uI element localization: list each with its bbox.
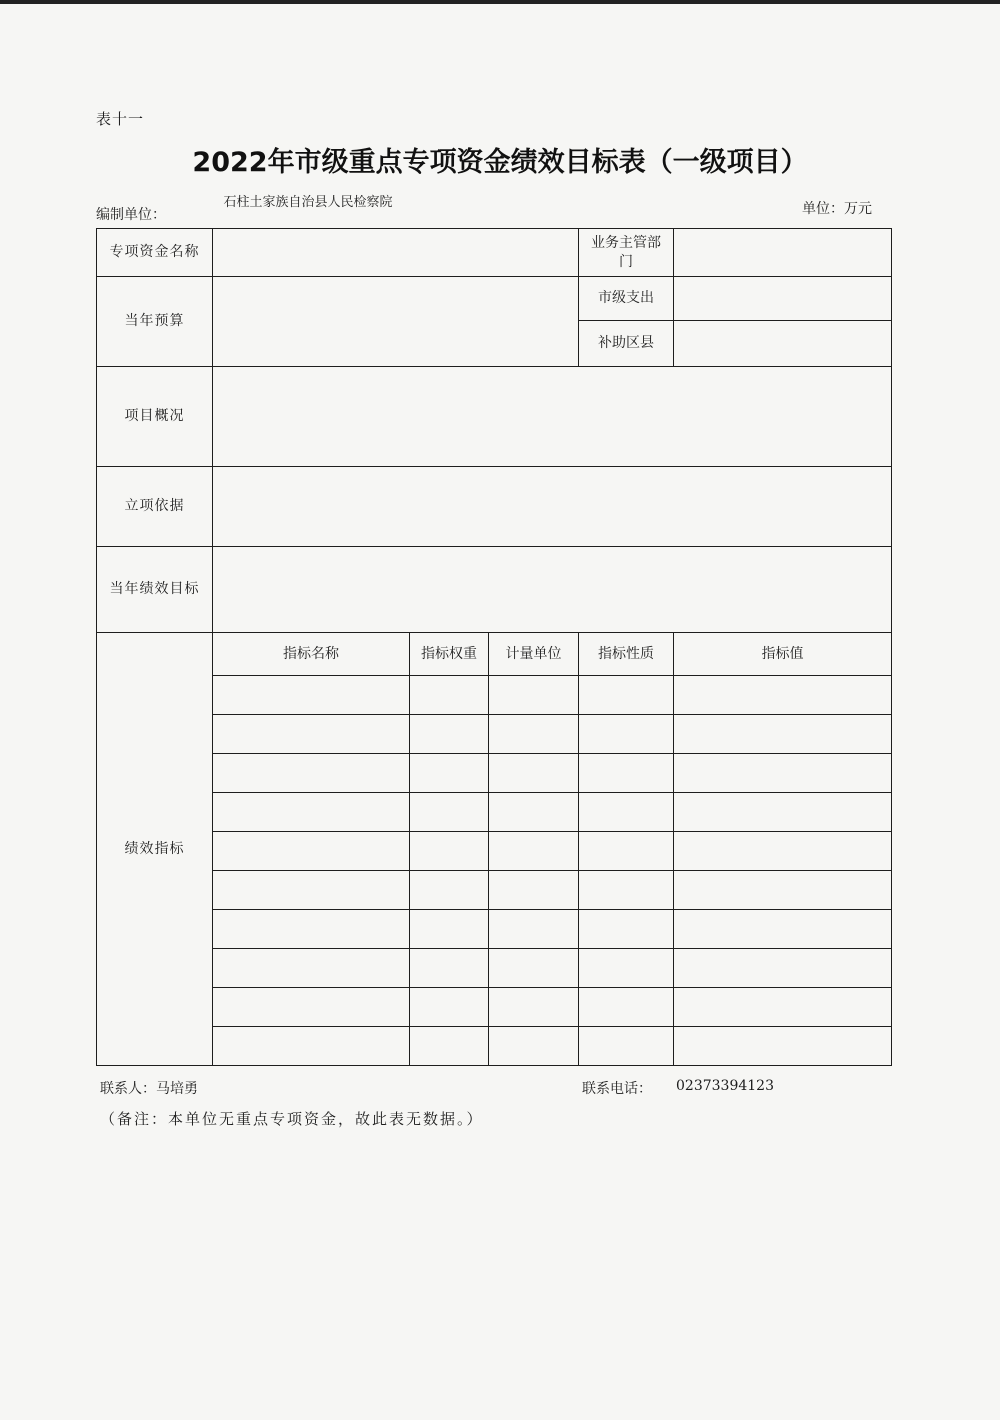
page-title: 2022年市级重点专项资金绩效目标表（一级项目） bbox=[192, 147, 808, 178]
indicator-cell[interactable] bbox=[213, 1027, 410, 1066]
indicator-cell[interactable] bbox=[213, 910, 410, 949]
indicator-cell[interactable] bbox=[674, 793, 892, 832]
indicator-cell[interactable] bbox=[410, 910, 489, 949]
col-header-nature: 指标性质 bbox=[579, 633, 674, 676]
budget-row bbox=[97, 277, 892, 321]
indicator-cell[interactable] bbox=[674, 1027, 892, 1066]
indicator-label: 绩效指标 bbox=[97, 633, 213, 1066]
performance-target-table bbox=[96, 228, 892, 1066]
table-number: 表十一 bbox=[96, 110, 145, 128]
indicator-cell[interactable] bbox=[674, 832, 892, 871]
indicator-cell[interactable] bbox=[410, 1027, 489, 1066]
fund-name-value[interactable] bbox=[213, 229, 579, 277]
indicator-cell[interactable] bbox=[579, 910, 674, 949]
city-exp-label: 市级支出 bbox=[579, 277, 674, 321]
col-header-value: 指标值 bbox=[674, 633, 892, 676]
basis-value[interactable] bbox=[213, 467, 892, 547]
indicator-cell[interactable] bbox=[410, 754, 489, 793]
indicator-cell[interactable] bbox=[213, 871, 410, 910]
basis-row bbox=[97, 467, 892, 547]
fund-name-row bbox=[97, 229, 892, 277]
county-label: 补助区县 bbox=[579, 321, 674, 367]
dept-label: 业务主管部门 bbox=[579, 229, 674, 277]
indicator-cell[interactable] bbox=[579, 949, 674, 988]
col-header-name: 指标名称 bbox=[213, 633, 410, 676]
col-header-weight: 指标权重 bbox=[410, 633, 489, 676]
indicator-cell[interactable] bbox=[579, 1027, 674, 1066]
indicator-cell[interactable] bbox=[410, 871, 489, 910]
indicator-cell[interactable] bbox=[489, 949, 579, 988]
indicator-cell[interactable] bbox=[579, 832, 674, 871]
indicator-cell[interactable] bbox=[489, 715, 579, 754]
contact-person: 联系人：马培勇 bbox=[100, 1081, 198, 1097]
overview-row bbox=[97, 367, 892, 467]
indicator-cell[interactable] bbox=[674, 988, 892, 1027]
goal-value[interactable] bbox=[213, 547, 892, 633]
fund-name-label: 专项资金名称 bbox=[97, 229, 213, 277]
indicator-row bbox=[97, 988, 892, 1027]
indicator-cell[interactable] bbox=[489, 1027, 579, 1066]
indicator-cell[interactable] bbox=[489, 676, 579, 715]
page-top-edge bbox=[0, 0, 1000, 4]
indicator-cell[interactable] bbox=[213, 793, 410, 832]
indicator-cell[interactable] bbox=[674, 715, 892, 754]
indicator-header-row bbox=[97, 633, 892, 676]
basis-label: 立项依据 bbox=[97, 467, 213, 547]
indicator-cell[interactable] bbox=[410, 832, 489, 871]
indicator-row bbox=[97, 793, 892, 832]
indicator-cell[interactable] bbox=[579, 715, 674, 754]
indicator-row bbox=[97, 676, 892, 715]
dept-value[interactable] bbox=[674, 229, 892, 277]
phone-number: 02373394123 bbox=[676, 1078, 774, 1094]
indicator-cell[interactable] bbox=[213, 676, 410, 715]
indicator-cell[interactable] bbox=[489, 871, 579, 910]
indicator-row bbox=[97, 910, 892, 949]
indicator-cell[interactable] bbox=[674, 949, 892, 988]
indicator-cell[interactable] bbox=[213, 949, 410, 988]
indicator-cell[interactable] bbox=[674, 871, 892, 910]
goal-label: 当年绩效目标 bbox=[97, 547, 213, 633]
indicator-cell[interactable] bbox=[489, 910, 579, 949]
indicator-cell[interactable] bbox=[410, 715, 489, 754]
unit-name: 石柱土家族自治县人民检察院 bbox=[223, 195, 393, 210]
budget-value[interactable] bbox=[213, 277, 579, 367]
overview-label: 项目概况 bbox=[97, 367, 213, 467]
indicator-cell[interactable] bbox=[674, 676, 892, 715]
remark-note: （备注：本单位无重点专项资金，故此表无数据。） bbox=[100, 1110, 484, 1128]
indicator-cell[interactable] bbox=[579, 988, 674, 1027]
indicator-cell[interactable] bbox=[579, 754, 674, 793]
indicator-cell[interactable] bbox=[489, 754, 579, 793]
budget-label: 当年预算 bbox=[97, 277, 213, 367]
indicator-row bbox=[97, 754, 892, 793]
indicator-cell[interactable] bbox=[410, 949, 489, 988]
goal-row bbox=[97, 547, 892, 633]
indicator-cell[interactable] bbox=[410, 676, 489, 715]
indicator-cell[interactable] bbox=[579, 676, 674, 715]
indicator-row bbox=[97, 832, 892, 871]
indicator-cell[interactable] bbox=[489, 832, 579, 871]
indicator-cell[interactable] bbox=[213, 988, 410, 1027]
indicator-row bbox=[97, 949, 892, 988]
county-value[interactable] bbox=[674, 321, 892, 367]
overview-value[interactable] bbox=[213, 367, 892, 467]
indicator-cell[interactable] bbox=[410, 793, 489, 832]
indicator-cell[interactable] bbox=[674, 754, 892, 793]
indicator-cell[interactable] bbox=[213, 832, 410, 871]
indicator-row bbox=[97, 1027, 892, 1066]
indicator-cell[interactable] bbox=[489, 793, 579, 832]
phone-label: 联系电话： bbox=[582, 1081, 652, 1097]
indicator-cell[interactable] bbox=[674, 910, 892, 949]
indicator-cell[interactable] bbox=[410, 988, 489, 1027]
indicator-cell[interactable] bbox=[213, 754, 410, 793]
city-exp-value[interactable] bbox=[674, 277, 892, 321]
col-header-unit: 计量单位 bbox=[489, 633, 579, 676]
indicator-cell[interactable] bbox=[579, 793, 674, 832]
indicator-row bbox=[97, 715, 892, 754]
indicator-cell[interactable] bbox=[579, 871, 674, 910]
money-unit: 单位：万元 bbox=[802, 201, 872, 217]
unit-label: 编制单位： bbox=[96, 207, 166, 223]
indicator-cell[interactable] bbox=[489, 988, 579, 1027]
indicator-cell[interactable] bbox=[213, 715, 410, 754]
indicator-row bbox=[97, 871, 892, 910]
